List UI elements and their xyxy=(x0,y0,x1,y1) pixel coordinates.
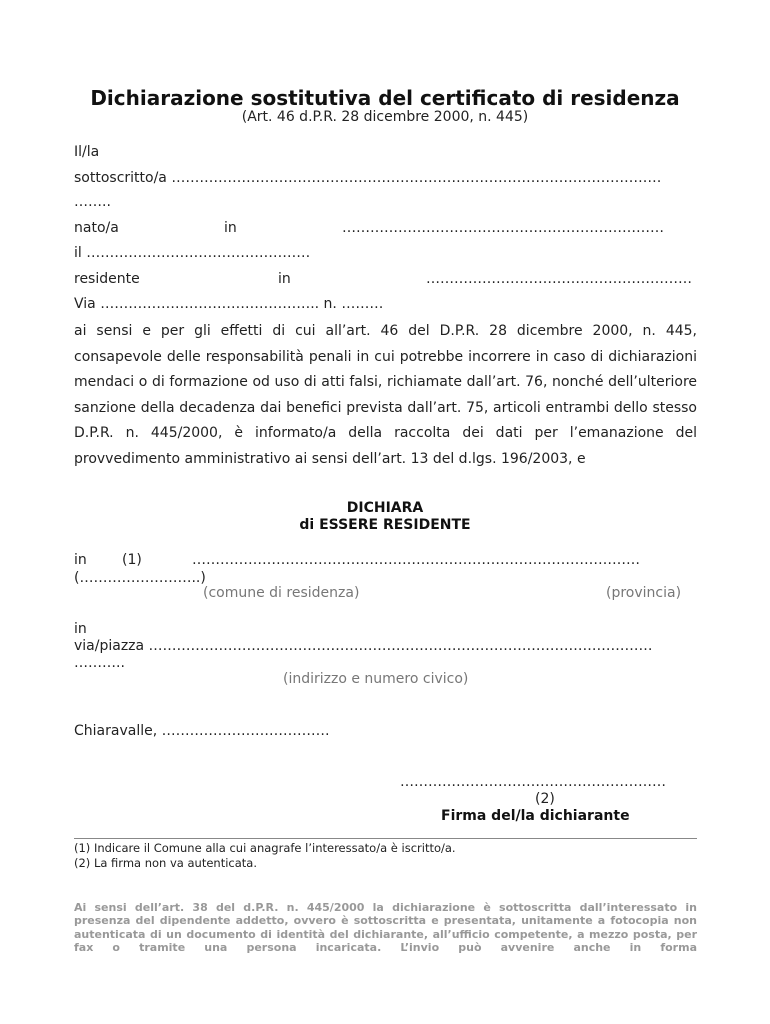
residente-label: residente xyxy=(74,271,140,287)
footnote-divider xyxy=(74,838,697,839)
il-date-line: il ………………………………………… xyxy=(74,245,311,261)
sottoscritto-continuation: …….. xyxy=(74,194,111,210)
consent-paragraph: ai sensi e per gli effetti di cui all’art. 46 del D.P.R. 28 dicembre 2000, n. 445, consapevole delle responsabilità penali in cui potrebbe incorrere in caso di dichiarazioni mendaci o di formazione od uso di atti falsi, richiamate dall’art. 76, nonché dell’ulteriore sanzione della decadenza dai benefici prevista dall’art. 75, articoli entrambi dello stesso D.P.R. n. 445/2000, è informato/a della raccolta dei dati per l’emanazione del provvedimento amministrativo ai sensi dell’art. 13 del d.lgs. 196/2003, e xyxy=(74,323,697,467)
place-date-line: Chiaravalle, ……………………………… xyxy=(74,723,330,739)
essere-residente-heading: di ESSERE RESIDENTE xyxy=(299,517,471,533)
document-subtitle: (Art. 46 d.P.R. 28 dicembre 2000, n. 445) xyxy=(241,109,529,125)
footnote-ref-2: (2) xyxy=(535,791,555,807)
sottoscritto-line: sottoscritto/a …………………………………………………………………………………………… xyxy=(74,170,662,186)
indirizzo-caption: (indirizzo e numero civico) xyxy=(283,671,469,687)
via-piazza-line: via/piazza ……………………………………………………………………………………………… xyxy=(74,638,653,654)
footnote-1: (1) Indicare il Comune alla cui anagrafe l’interessato/a è iscritto/a. xyxy=(74,841,456,855)
residence-in-label: in xyxy=(74,552,87,568)
document-title: Dichiarazione sostitutiva del certificato di residenza xyxy=(90,86,680,110)
comune-caption: (comune di residenza) xyxy=(203,585,360,601)
footnote-2: (2) La firma non va autenticata. xyxy=(74,856,258,870)
via-piazza-continuation: ……….. xyxy=(74,655,125,671)
il-la-label: Il/la xyxy=(74,144,100,160)
residente-in-label: in xyxy=(278,271,291,287)
legal-notice: Ai sensi dell’art. 38 del d.P.R. n. 445/2000 la dichiarazione è sottoscritta dall’interessato in presenza del dipendente addetto, ovvero è sottoscritta e presentata, unitamente a fotocopia non autenticata di un documento di identità del dichiarante, all’ufficio competente, a mezzo posta, per fax o tramite una persona incaricata. L’invio può avvenire anche in forma xyxy=(74,901,697,955)
residente-dots: ………………………………………………… xyxy=(426,271,692,287)
signature-dots: ………………………………………………… xyxy=(400,774,666,790)
provincia-dots: (……………………..) xyxy=(74,570,206,586)
comune-dots: …………………………………………………………………………………… xyxy=(192,552,640,568)
footnote-ref-1: (1) xyxy=(122,552,142,568)
via-line: Via ……………………………………….. n. ……… xyxy=(74,296,384,312)
residence-in-label-2: in xyxy=(74,621,87,637)
dichiara-heading: DICHIARA xyxy=(346,500,424,516)
signature-label: Firma del/la dichiarante xyxy=(441,808,630,824)
nato-dots: …………………………………………………………… xyxy=(342,220,664,236)
nato-in-label: in xyxy=(224,220,237,236)
provincia-caption: (provincia) xyxy=(606,585,682,601)
nato-label: nato/a xyxy=(74,220,119,236)
